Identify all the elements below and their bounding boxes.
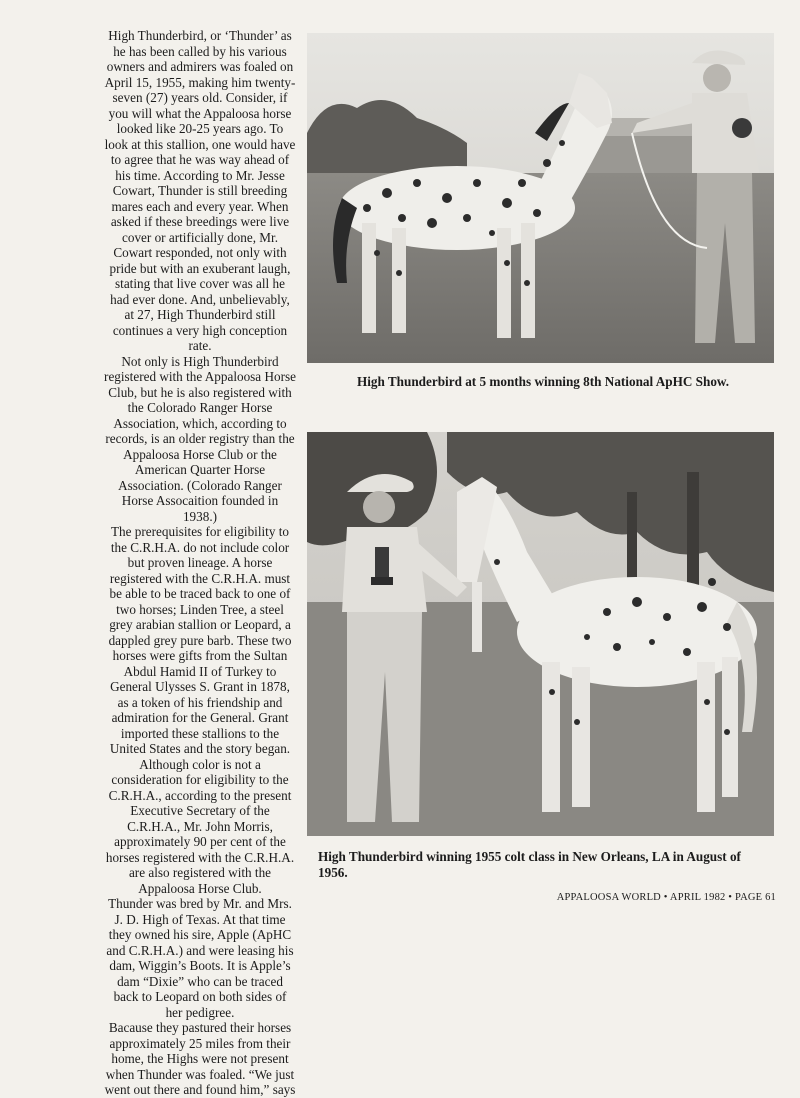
photo-foal-with-handler (307, 33, 774, 363)
article-paragraph-4: Although color is not a consideration for eligibility to the C.R.H.A., according to the present Executive Secretary of the C.R.H.A., Mr. John Morris, approximately 90 per cent of the horses registered with the C.R.H.A. are also registered with the Appaloosa Horse Club. (105, 756, 295, 896)
article-paragraph-3: The prerequisites for eligibility to the C.R.H.A. do not include color but proven lineage. A horse registered with the C.R.H.A. must be able to be traced back to one of two horses; Linden Tree, a steel grey arabian stallion or Leopard, a dappled grey pure barb. These two horses were gifts from the Sultan Abdul Hamid II of Turkey to General Ulysses S. Grant in 1878, as a token of his friendship and admiration for the General. Grant imported these stallions to the United States and the story began. (108, 524, 292, 756)
article-paragraph-2: Not only is High Thunderbird registered with the Appaloosa Horse Club, but he is also registered with the Colorado Ranger Horse Association, which, according to records, is an older registry than the Appaloosa Horse Club or the American Quarter Horse Association. (Colorado Ranger Horse Assocaition founded in 1938.) (104, 353, 296, 524)
photo-caption-bottom: High Thunderbird winning 1955 colt class in New Orleans, LA in August of 1956. (318, 849, 741, 880)
article-paragraph-6: Bacause they pastured their horses approximately 25 miles from their home, the Highs were not present when Thunder was foaled. “We just went out there and found him,” says (104, 1020, 296, 1097)
page-footer: APPALOOSA WORLD • APRIL 1982 • PAGE 61 (556, 892, 776, 903)
article-paragraph-1: High Thunderbird, or ‘Thunder’ as he has been called by his various owners and admirers was foaled on April 15, 1955, making him twenty-seven (27) years old. Consider, if you will what the Appaloosa horse looked like 20-25 years ago. To look at this stallion, one would have to agree that he was way ahead of his time. According to Mr. Jesse Cowart, Thunder is still breeding mares each and every year. When asked if these breedings were live cover or artificially done, Mr. Cowart responded, not only with pride but with an exuberant laugh, stating that live cover was all he had ever done. And, unbelievably, at 27, High Thunderbird still continues a very high conception rate. (104, 28, 296, 353)
photo-colt-with-trophy (307, 432, 774, 836)
photo-caption-top: High Thunderbird at 5 months winning 8th National ApHC Show. (356, 374, 730, 389)
article-column (104, 28, 296, 1098)
article-paragraph-5: Thunder was bred by Mr. and Mrs. J. D. High of Texas. At that time they owned his sire, Apple (ApHC and C.R.H.A.) and were leasing his dam, Wiggin’s Boots. It is Apple’s dam “Dixie” who can be traced back to Leopard on both sides of her pedigree. (106, 896, 294, 1020)
